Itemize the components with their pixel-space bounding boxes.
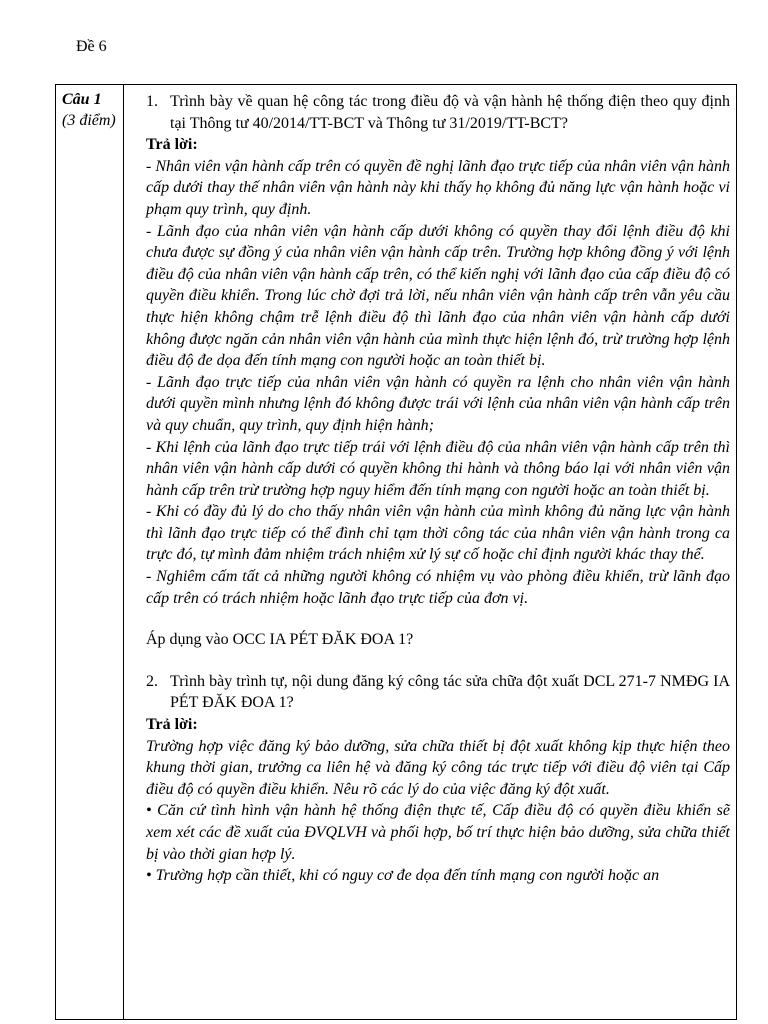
answer-2-paragraph: • Trường hợp cần thiết, khi có nguy cơ đe dọa đến tính mạng con người hoặc an: [146, 867, 660, 885]
question-table: [55, 84, 737, 1020]
answer-2-paragraph: Trường hợp việc đăng ký bảo dưỡng, sửa chữa thiết bị đột xuất không kịp thực hiện theo khung thời gian, trưởng ca liên hệ và đăng ký công tác trực tiếp với điều độ viên tại Cấp điều độ có quyền điều khiển. Nêu rõ các lý do của việc đăng ký đột xuất.: [146, 737, 730, 798]
question-2-text: Trình bày trình tự, nội dung đăng ký công tác sửa chữa đột xuất DCL 271-7 NMĐG IA PÉT ĐĂK ĐOA 1?: [170, 672, 730, 712]
question-2: [146, 671, 730, 714]
question-points: (3 điểm): [62, 112, 116, 129]
question-content-cell: [124, 85, 736, 1019]
question-header-cell: [56, 85, 124, 1019]
apply-question: Áp dụng vào OCC IA PÉT ĐĂK ĐOA 1?: [146, 631, 414, 649]
answer-1-paragraph: - Lãnh đạo trực tiếp của nhân viên vận hành có quyền ra lệnh cho nhân viên vận hành dưới quyền mình nhưng lệnh đó không được trái với lệnh của nhân viên vận hành cấp trên và quy chuẩn, quy trình, quy định hiện hành;: [146, 373, 730, 434]
answer-1-body: [146, 156, 730, 609]
answer-2-paragraph: • Căn cứ tình hình vận hành hệ thống điện thực tế, Cấp điều độ có quyền điều khiển sẽ xem xét các đề xuất của ĐVQLVH và phối hợp, bố trí thực hiện bảo dưỡng, sửa chữa thiết bị vào thời gian hợp lý.: [146, 802, 730, 863]
answer-2-body: [146, 736, 730, 887]
answer-1-paragraph: - Nhân viên vận hành cấp trên có quyền đề nghị lãnh đạo trực tiếp của nhân viên vận hành cấp dưới thay thế nhân viên vận hành này khi thấy họ không đủ năng lực vận hành hoặc vi phạm quy trình, quy định.: [146, 157, 730, 218]
question-1: [146, 91, 730, 134]
answer-2-label: Trả lời:: [146, 716, 198, 734]
answer-1-paragraph: - Lãnh đạo của nhân viên vận hành cấp dưới không có quyền thay đổi lệnh điều độ khi chưa được sự đồng ý của nhân viên vận hành cấp trên. Trường hợp không đồng ý với lệnh điều độ của nhân viên vận hành cấp trên, có thể kiến nghị với lãnh đạo của cấp điều độ có quyền điều khiển. Trong lúc chờ đợi trả lời, nếu nhân viên vận hành cấp trên vẫn yêu cầu thực hiện không chậm trễ lệnh điều độ thì lãnh đạo của nhân viên vận hành cấp dưới không được ngăn cản nhân viên vận hành của mình thực hiện lệnh đó, trừ trường hợp lệnh điều độ đe dọa đến tính mạng con người hoặc an toàn thiết bị.: [146, 222, 730, 370]
question-2-number: 2.: [146, 672, 158, 690]
answer-1-paragraph: - Nghiêm cấm tất cả những người không có nhiệm vụ vào phòng điều khiển, trừ lãnh đạo cấp trên có trách nhiệm hoặc lãnh đạo trực tiếp của đơn vị.: [146, 568, 730, 607]
question-1-number: 1.: [146, 93, 158, 110]
question-title: Câu 1: [62, 91, 102, 108]
answer-1-paragraph: - Khi lệnh của lãnh đạo trực tiếp trái với lệnh điều độ của nhân viên vận hành cấp trên thì nhân viên vận hành cấp dưới có quyền không thi hành và thông báo lại với nhân viên vận hành cấp trên trừ trường hợp nguy hiểm đến tính mạng con người hoặc an toàn thiết bị.: [146, 438, 730, 499]
answer-1-label: Trả lời:: [146, 136, 198, 154]
answer-1-paragraph: - Khi có đầy đủ lý do cho thấy nhân viên vận hành của mình không đủ năng lực vận hành thì lãnh đạo trực tiếp có thể đình chỉ tạm thời công tác của nhân viên vận hành trong ca trực đó, tự mình đảm nhiệm trách nhiệm xử lý sự cố hoặc chỉ định người khác thay thế.: [146, 503, 730, 564]
exam-number-label: Đề 6: [76, 38, 107, 55]
question-1-text: Trình bày về quan hệ công tác trong điều độ và vận hành hệ thống điện theo quy định tại Thông tư 40/2014/TT-BCT và Thông tư 31/2019/TT-BCT?: [170, 93, 730, 132]
